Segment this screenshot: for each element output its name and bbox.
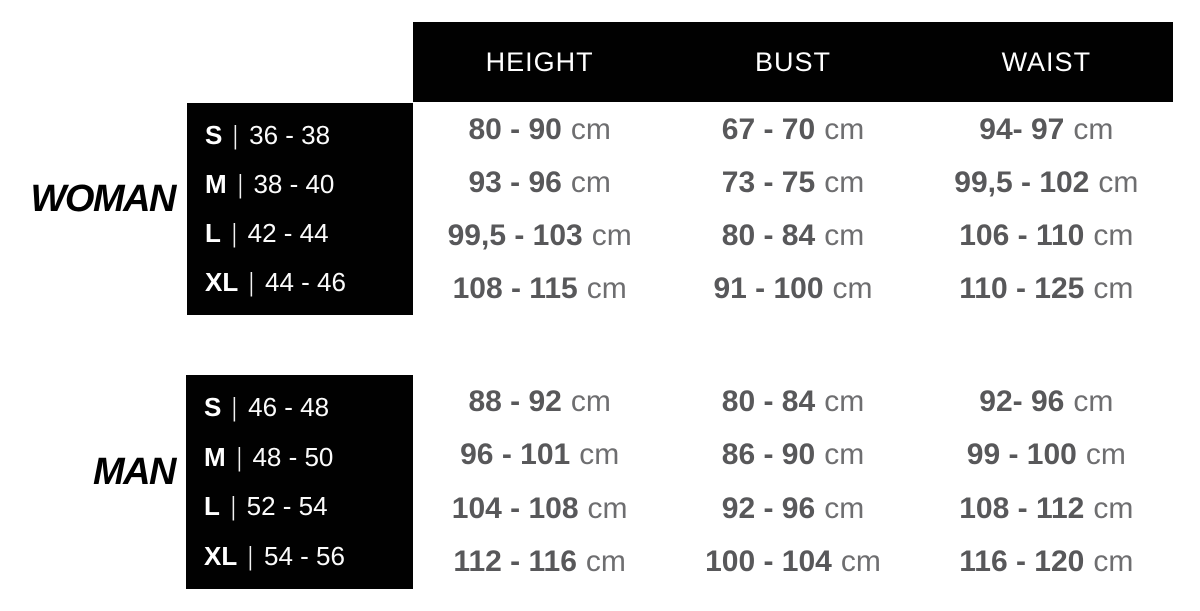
size-range: 42 - 44: [247, 218, 329, 248]
man-l-height-cell: [413, 482, 666, 536]
size-separator: |: [231, 218, 237, 248]
measurement-value: 86 - 90: [721, 438, 816, 472]
man-size-box: [186, 375, 413, 589]
measurement-value: 67 - 70: [721, 112, 816, 146]
woman-l-height-cell: [413, 209, 666, 262]
measurement-unit: cm: [570, 112, 611, 146]
man-m-bust-cell: [666, 429, 919, 483]
woman-s-waist-cell: [920, 103, 1173, 156]
size-range: 54 - 56: [264, 540, 345, 571]
measurement-value: 73 - 75: [721, 165, 816, 199]
size-range: 44 - 46: [265, 267, 346, 297]
woman-l-bust-cell: [666, 209, 919, 262]
size-separator: |: [230, 491, 236, 522]
measurement-value: 99 - 100: [966, 438, 1077, 472]
size-letter: S: [205, 120, 223, 150]
size-range: 48 - 50: [252, 441, 334, 472]
measurement-value: 108 - 115: [452, 271, 578, 305]
measurement-unit: cm: [824, 165, 865, 199]
measurement-value: 99,5 - 102: [954, 165, 1090, 199]
size-separator: |: [237, 169, 243, 199]
man-measurements-grid: [413, 375, 1173, 589]
size-letter: XL: [205, 267, 239, 297]
measurement-value: 108 - 112: [959, 491, 1085, 525]
measurement-unit: cm: [579, 438, 620, 472]
measurement-unit: cm: [1093, 218, 1134, 252]
woman-size-xl: [187, 258, 413, 307]
man-section-label: MAN: [92, 451, 175, 493]
woman-s-bust-cell: [666, 103, 919, 156]
size-separator: |: [248, 540, 253, 571]
man-l-waist-cell: [920, 482, 1173, 536]
measurement-header-bar: [413, 22, 1173, 102]
woman-size-m: [187, 160, 413, 209]
size-separator: |: [232, 392, 238, 423]
man-l-bust-cell: [666, 482, 919, 536]
measurement-value: 91 - 100: [713, 271, 824, 305]
measurement-unit: cm: [585, 545, 626, 579]
measurement-unit: cm: [840, 545, 881, 579]
size-separator: |: [249, 267, 254, 297]
measurement-unit: cm: [1085, 438, 1126, 472]
measurement-unit: cm: [824, 112, 865, 146]
woman-size-s: [187, 111, 413, 160]
size-letter: M: [204, 441, 226, 472]
measurement-value: 116 - 120: [959, 545, 1085, 579]
measurement-unit: cm: [570, 384, 611, 418]
measurement-unit: cm: [824, 384, 865, 418]
measurement-value: 80 - 84: [721, 384, 816, 418]
size-letter: L: [204, 491, 220, 522]
measurement-unit: cm: [824, 491, 865, 525]
woman-s-height-cell: [413, 103, 666, 156]
woman-l-waist-cell: [920, 209, 1173, 262]
woman-xl-height-cell: [413, 262, 666, 315]
measurement-value: 99,5 - 103: [447, 218, 583, 252]
size-letter: L: [205, 218, 221, 248]
measurement-unit: cm: [1093, 271, 1134, 305]
measurement-value: 106 - 110: [959, 218, 1085, 252]
man-xl-height-cell: [413, 536, 666, 590]
man-s-waist-cell: [920, 375, 1173, 429]
size-range: 52 - 54: [246, 491, 328, 522]
woman-m-bust-cell: [666, 156, 919, 209]
woman-m-height-cell: [413, 156, 666, 209]
size-range: 36 - 38: [249, 120, 331, 150]
man-size-m: [186, 433, 413, 483]
measurement-value: 80 - 90: [468, 112, 562, 146]
header-height: HEIGHT: [485, 46, 594, 77]
measurement-value: 92 - 96: [721, 491, 816, 525]
header-waist: WAIST: [1001, 46, 1092, 77]
size-range: 38 - 40: [253, 169, 335, 199]
header-bust: BUST: [754, 46, 831, 77]
measurement-unit: cm: [824, 438, 865, 472]
measurement-value: 94- 97: [979, 112, 1065, 146]
man-xl-bust-cell: [666, 536, 919, 590]
measurement-unit: cm: [570, 165, 611, 199]
measurement-unit: cm: [587, 491, 628, 525]
measurement-value: 92- 96: [979, 384, 1065, 418]
measurement-value: 93 - 96: [468, 165, 562, 199]
measurement-unit: cm: [1073, 384, 1114, 418]
woman-size-box: [187, 103, 413, 315]
man-s-bust-cell: [666, 375, 919, 429]
measurement-unit: cm: [1093, 491, 1134, 525]
measurement-unit: cm: [586, 271, 627, 305]
woman-xl-bust-cell: [666, 262, 919, 315]
man-xl-waist-cell: [920, 536, 1173, 590]
man-size-xl: [186, 532, 413, 582]
size-separator: |: [236, 441, 242, 472]
measurement-value: 88 - 92: [468, 384, 562, 418]
measurement-value: 110 - 125: [959, 271, 1085, 305]
measurement-value: 112 - 116: [453, 545, 577, 579]
measurement-value: 80 - 84: [721, 218, 816, 252]
man-m-height-cell: [413, 429, 666, 483]
man-m-waist-cell: [920, 429, 1173, 483]
size-range: 46 - 48: [248, 392, 330, 423]
woman-xl-waist-cell: [920, 262, 1173, 315]
size-letter: XL: [204, 540, 238, 571]
woman-m-waist-cell: [920, 156, 1173, 209]
man-size-s: [186, 383, 413, 433]
size-letter: S: [204, 392, 222, 423]
measurement-unit: cm: [1093, 545, 1134, 579]
woman-size-l: [187, 209, 413, 258]
measurement-value: 104 - 108: [451, 491, 579, 525]
measurement-unit: cm: [1073, 112, 1114, 146]
measurement-value: 96 - 101: [460, 438, 571, 472]
woman-measurements-grid: [413, 103, 1173, 315]
measurement-unit: cm: [824, 218, 865, 252]
measurement-value: 100 - 104: [705, 545, 832, 579]
man-s-height-cell: [413, 375, 666, 429]
size-letter: M: [205, 169, 227, 199]
measurement-unit: cm: [832, 271, 873, 305]
size-separator: |: [233, 120, 239, 150]
measurement-unit: cm: [1098, 165, 1139, 199]
man-size-l: [186, 482, 413, 532]
measurement-unit: cm: [591, 218, 632, 252]
woman-section-label: WOMAN: [30, 178, 175, 220]
